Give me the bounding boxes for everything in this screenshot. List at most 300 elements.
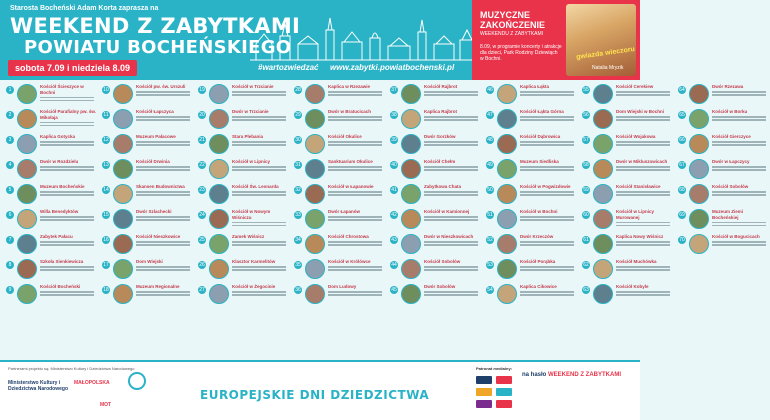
monument-photo [305,284,325,304]
hashtag: #wartozwiedzać [258,63,319,72]
monument-name-text: Kościół Chełm [424,159,456,164]
monument-name-text: Dwór w Trzcianie [232,109,269,114]
description-text-line [136,266,190,268]
description-text-line [520,216,574,218]
monument-name-text: Kościół Św. Leonarda [232,184,279,189]
monument-entry[interactable] [678,234,770,256]
monument-entry[interactable] [486,259,578,281]
monument-name [328,259,386,271]
slogan-highlight: WEEKEND Z ZABYTKAMI [548,372,622,378]
monument-name-text: Kościół w Bogucicach [712,234,760,239]
description-text-line [136,194,190,196]
monument-entry[interactable] [678,109,770,131]
monument-name-text: Dwór Rzezawa [712,84,744,89]
monument-photo [497,134,517,154]
organizer-line: Starosta Bocheński Adam Korta zaprasza na [10,5,159,12]
description-text-line [616,244,670,246]
monument-name-text: Kościół w Bochni [520,209,558,214]
monument-entry[interactable] [198,284,290,306]
monument-entry[interactable] [198,259,290,281]
monument-name [520,184,578,196]
description-text-line [232,119,286,121]
entry-number: 35 [295,262,301,268]
monument-column [294,84,386,354]
monument-column [390,84,482,354]
monument-photo [113,159,133,179]
monument-photo [401,159,421,179]
description-text-line [616,169,670,171]
monument-column [102,84,194,354]
entry-number: 45 [391,287,397,293]
monument-name-text: Muzeum Bocheńskie [40,184,85,189]
monument-entry[interactable] [582,109,674,131]
monument-entry[interactable] [6,284,98,306]
monument-entry[interactable] [102,234,194,256]
entry-number: 31 [295,162,301,168]
monument-entry[interactable] [6,134,98,156]
monument-name-text: Klasztor Karmelitów [232,259,276,264]
monument-photo [497,259,517,279]
monument-entry[interactable] [294,134,386,156]
monument-entry[interactable] [390,209,482,231]
entry-number: 2 [6,111,14,119]
description-text-line [136,144,190,146]
monument-name-text: Kościół w Nowym Wiśniczu [232,209,271,220]
entry-number: 13 [103,162,109,168]
description-text-line [232,294,286,296]
monument-photo [305,159,325,179]
monument-entry[interactable] [6,234,98,256]
monument-name [424,184,482,196]
monument-entry[interactable] [102,184,194,206]
monument-photo [305,84,325,104]
description-text-line [136,91,190,93]
monument-name [328,234,386,246]
description-text-line [40,241,94,243]
monument-entry[interactable] [486,209,578,231]
monument-name [424,234,482,246]
monument-name-text: Kościół Wojakowa [616,134,656,139]
monument-entry[interactable] [678,134,770,156]
monument-name [40,184,98,196]
monument-entry[interactable] [390,184,482,206]
monument-entry[interactable] [6,259,98,281]
monument-entry[interactable] [486,109,578,131]
entry-number: 65 [679,112,685,118]
monument-entry[interactable] [102,134,194,156]
monument-entry[interactable] [198,109,290,131]
monument-name [136,234,194,246]
monument-name-text: Kościół Porąbka [520,259,556,264]
monument-name [40,284,98,296]
monument-photo [401,209,421,229]
description-text-line [616,194,670,196]
entry-number: 8 [6,261,14,269]
monument-name [40,84,98,101]
description-text-line [232,269,286,271]
description-text-line [40,191,94,193]
monument-photo [113,284,133,304]
monument-name [616,109,674,121]
monument-entry[interactable] [678,209,770,231]
monument-name-text: Kościół Muchówka [616,259,657,264]
monument-column [678,84,770,354]
monument-entry[interactable] [582,234,674,256]
monument-name [40,234,98,246]
monument-entry[interactable] [294,284,386,306]
monument-name-text: Szkoła Sienkiewicza [40,259,84,264]
monument-photo [689,184,709,204]
monument-name [616,284,674,296]
monument-entry[interactable] [390,234,482,256]
monument-entry[interactable] [678,84,770,106]
media-patrons-label: Patronat medialny: [476,366,513,371]
entry-number: 57 [583,137,589,143]
sponsor-logo [476,388,492,396]
monument-entry[interactable] [294,209,386,231]
monument-name [328,284,386,296]
entry-number: 55 [583,87,589,93]
description-text-line [40,100,94,102]
monument-entry[interactable] [390,109,482,131]
monument-entry[interactable] [198,84,290,106]
description-text-line [424,94,478,96]
description-text-line [712,222,766,224]
monument-name-text: Dwór w Rozdzielu [40,159,79,164]
description-text-line [136,169,190,171]
monument-photo [209,134,229,154]
monument-name-text: Dwór Sobolów [424,284,456,289]
description-text-line [520,266,574,268]
entry-number: 60 [583,212,589,218]
monument-name-text: Kościół w Pogwizdowie [520,184,571,189]
monument-entry[interactable] [582,159,674,181]
monument-name-text: Kościół Nieszkowice [136,234,181,239]
monument-photo [689,234,709,254]
monument-entry[interactable] [582,134,674,156]
description-text-line [616,294,670,296]
description-text-line [328,219,382,221]
monument-photo [497,109,517,129]
description-text-line [40,266,94,268]
monument-entry[interactable] [486,134,578,156]
monument-name [712,84,770,96]
description-text-line [520,166,574,168]
monument-entry[interactable] [6,109,98,131]
description-text-line [328,94,382,96]
description-text-line [328,191,382,193]
description-text-line [232,222,286,224]
entry-number: 43 [391,237,397,243]
entry-number: 17 [103,262,109,268]
description-text-line [424,91,478,93]
monument-entry[interactable] [198,209,290,231]
monument-entry[interactable] [198,184,290,206]
description-text-line [520,141,574,143]
monument-photo [17,234,37,254]
description-text-line [712,225,766,227]
description-text-line [328,116,382,118]
monument-photo [497,284,517,304]
monument-entry[interactable] [6,159,98,181]
description-text-line [328,144,382,146]
monument-name [328,109,386,121]
description-text-line [424,141,478,143]
entry-number: 58 [583,162,589,168]
monument-name-text: Muzeum Regionalne [136,284,180,289]
monument-entry[interactable] [390,84,482,106]
description-text-line [328,119,382,121]
monument-photo [497,234,517,254]
monument-name [328,209,386,221]
description-text-line [40,216,94,218]
monument-entry[interactable] [294,84,386,106]
description-text-line [40,125,94,127]
entry-number: 9 [6,286,14,294]
entry-number: 61 [583,237,589,243]
event-title: WEEKEND Z ZABYTKAMI [10,14,301,38]
monument-name-text: Kościół Sobolów [424,259,461,264]
monument-photo [593,109,613,129]
monument-entry[interactable] [198,134,290,156]
entry-number: 44 [391,262,397,268]
description-text-line [424,241,478,243]
monument-photo [17,84,37,104]
monument-name-text: Skansen Budownictwa [136,184,185,189]
town-skyline-illustration [250,14,478,62]
entry-number: 52 [487,237,493,243]
monument-photo [113,209,133,229]
monument-photo [593,259,613,279]
monument-name-text: Kaplica Nowy Wiśnicz [616,234,664,239]
monument-name-text: Zabytkowa Chata [424,184,462,189]
monument-entry[interactable] [582,259,674,281]
description-text-line [520,291,574,293]
description-text-line [232,266,286,268]
description-text-line [136,294,190,296]
monument-name-text: Zamek Wiśnicz [232,234,265,239]
monument-entry[interactable] [582,84,674,106]
monument-entry[interactable] [6,84,98,106]
monument-photo [689,134,709,154]
description-text-line [232,141,286,143]
promo-description: 8.09, w programie koncerty i atrakcje dla dzieci, Park Rodziny Dziewiąch w Bochni. [480,44,562,62]
monument-name-text: Muzeum Ziemi Bocheńskiej [712,209,744,220]
monument-photo [209,84,229,104]
sponsor-logo [496,400,512,408]
monument-photo [497,209,517,229]
entry-number: 30 [295,137,301,143]
music-finale-promo [472,0,640,80]
monument-name-text: Dwór w Nieszkowicach [424,234,474,239]
description-text-line [328,266,382,268]
entry-number: 22 [199,162,205,168]
monument-photo [401,284,421,304]
monument-entry[interactable] [582,184,674,206]
monument-name-text: Kościół Parafialny pw. św. Mikołaja [40,109,96,120]
description-text-line [712,169,766,171]
description-text-line [712,244,766,246]
monument-column [486,84,578,354]
monument-entry[interactable] [102,109,194,131]
monument-entry[interactable] [102,84,194,106]
monument-entry[interactable] [198,159,290,181]
entry-number: 16 [103,237,109,243]
sponsor-logo [476,400,492,408]
monument-entry[interactable] [486,159,578,181]
description-text-line [616,119,670,121]
monument-entry[interactable] [294,159,386,181]
monument-name-text: Kościół Dąbrowica [520,134,561,139]
monument-name-text: Kościół Łapczyca [136,109,174,114]
monument-entry[interactable] [582,284,674,306]
monument-photo [17,109,37,129]
monument-entry[interactable] [294,109,386,131]
description-text-line [616,191,670,193]
ministry-logo: Ministerstwo Kultury i Dziedzictwa Narodowego [8,380,69,392]
monument-photo [401,234,421,254]
description-text-line [328,216,382,218]
monument-name [712,134,770,146]
description-text-line [424,194,478,196]
monument-photo [17,134,37,154]
entry-number: 11 [103,112,109,118]
entry-number: 42 [391,212,397,218]
monument-name [616,234,674,246]
description-text-line [712,144,766,146]
monument-entry[interactable] [582,209,674,231]
monument-name-text: Kaplica Gotycka [40,134,76,139]
monument-entry[interactable] [102,159,194,181]
monument-entry[interactable] [198,234,290,256]
description-text-line [40,97,94,99]
monument-name [40,109,98,126]
description-text-line [232,191,286,193]
description-text-line [40,194,94,196]
description-text-line [424,191,478,193]
description-text-line [232,244,286,246]
entry-number: 40 [391,162,397,168]
monument-entry[interactable] [486,184,578,206]
description-text-line [136,141,190,143]
monument-entry[interactable] [390,159,482,181]
description-text-line [424,216,478,218]
monument-entry[interactable] [6,184,98,206]
monument-name [424,259,482,271]
entry-number: 54 [487,287,493,293]
monument-name [616,184,674,196]
entry-number: 63 [583,287,589,293]
entry-number: 53 [487,262,493,268]
monument-name [520,209,578,221]
promo-star-label: gwiazda wieczoru [575,45,636,62]
monument-entry[interactable] [486,234,578,256]
monument-entry[interactable] [486,84,578,106]
monument-name-text: Kościół Kobyle [616,284,649,289]
website-link[interactable]: www.zabytki.powiatbochenski.pl [330,63,455,72]
monument-entry[interactable] [390,259,482,281]
monument-name [136,284,194,296]
entry-number: 67 [679,162,685,168]
description-text-line [328,244,382,246]
monument-photo [593,184,613,204]
monument-name-text: Kościół w Lipnicy [232,159,271,164]
monument-entry[interactable] [678,184,770,206]
monument-entry[interactable] [294,184,386,206]
monument-photo [17,184,37,204]
monument-name-text: Kościół w Borku [712,109,748,114]
monument-name-text: Kościół Łąkta Górna [520,109,564,114]
monument-photo [593,284,613,304]
monument-entry[interactable] [102,259,194,281]
malopolska-logo: MAŁOPOLSKA [74,380,110,386]
monument-photo [593,134,613,154]
monument-photo [497,84,517,104]
description-text-line [424,244,478,246]
entry-number: 46 [487,87,493,93]
entry-number: 48 [487,137,493,143]
monument-name [232,84,290,96]
description-text-line [136,191,190,193]
entry-number: 56 [583,112,589,118]
monument-name-text: Dwór w Łapczycy [712,159,750,164]
monument-name [616,209,674,226]
monument-name [232,159,290,171]
monument-photo [689,209,709,229]
description-text-line [40,294,94,296]
monument-photo [305,134,325,154]
monument-photo [689,109,709,129]
description-text-line [520,91,574,93]
entry-number: 47 [487,112,493,118]
monument-name [424,134,482,146]
monument-name-text: Kościół Bocheński [40,284,81,289]
monument-entry[interactable] [6,209,98,231]
monument-entry[interactable] [294,259,386,281]
description-text-line [424,294,478,296]
monument-entry[interactable] [486,284,578,306]
monument-photo [209,159,229,179]
sponsor-logo [476,376,492,384]
description-text-line [616,269,670,271]
entry-number: 20 [199,112,205,118]
description-text-line [616,241,670,243]
entry-number: 19 [199,87,205,93]
monument-name-text: Dwór Łapanów [328,209,361,214]
description-text-line [520,244,574,246]
monument-photo [209,284,229,304]
monument-entry[interactable] [390,134,482,156]
description-text-line [424,119,478,121]
entry-number: 24 [199,212,205,218]
monument-name [520,159,578,171]
monument-entry[interactable] [390,284,482,306]
monument-photo [689,84,709,104]
description-text-line [328,294,382,296]
monument-name [136,109,194,121]
monument-entry[interactable] [102,209,194,231]
monument-entry[interactable] [678,159,770,181]
entry-number: 68 [679,187,685,193]
description-text-line [328,241,382,243]
description-text-line [40,291,94,293]
sponsor-logo [496,376,512,384]
monument-entry[interactable] [294,234,386,256]
monument-photo [689,159,709,179]
monument-name [520,284,578,296]
monument-name-text: Dwór w Mikluszowicach [616,159,668,164]
monument-entry[interactable] [102,284,194,306]
